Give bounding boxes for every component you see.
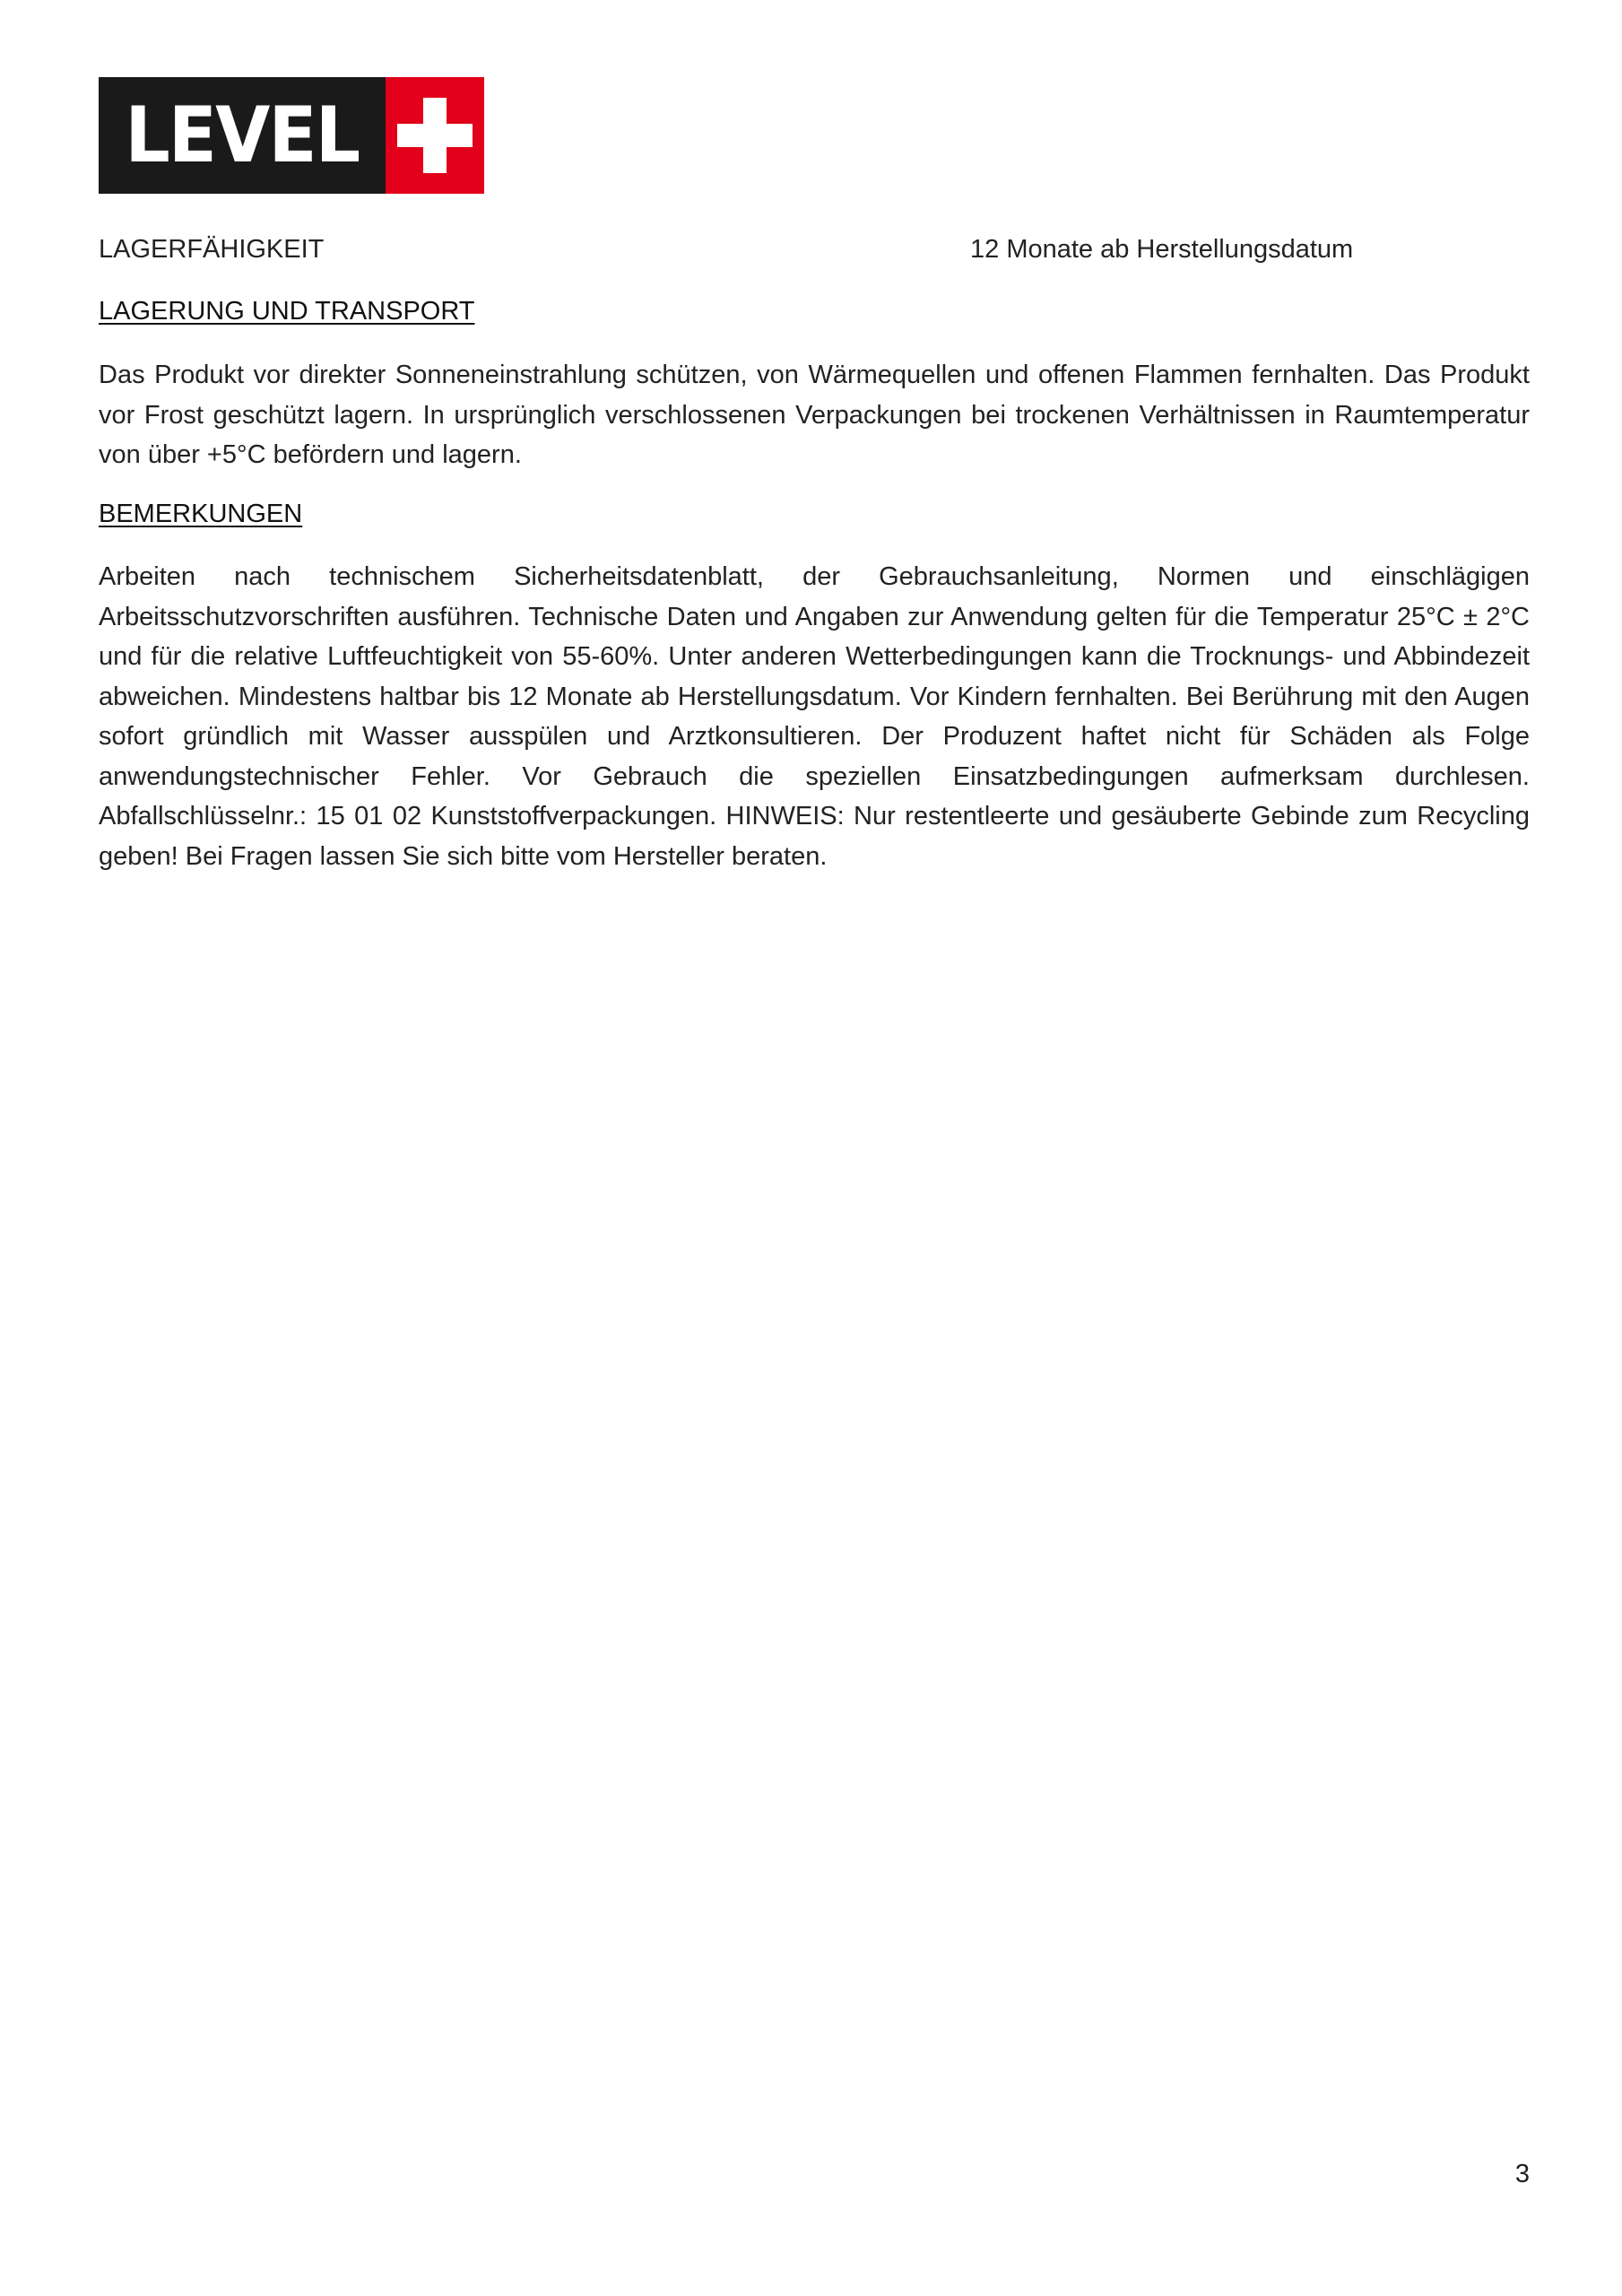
storage-life-value: 12 Monate ab Herstellungsdatum [970, 235, 1354, 264]
section-text-remarks: Arbeiten nach technischem Sicherheitsdatenblatt, der Gebrauchsanleitung, Normen und einschlägigen Arbeitsschutzvorschriften ausführen. Technische Daten und Angaben zur Anwendung gelten für die Temperatur 25°C ± 2°C und für die relative Luftfeuchtigkeit von 55-60%. Unter anderen Wetterbedingungen kann die Trocknungs- und Abbindezeit abweichen. Mindestens haltbar bis 12 Monate ab Herstellungsdatum. Vor Kindern fernhalten. Bei Berührung mit den Augen sofort gründlich mit Wasser ausspülen und Arztkonsultieren. Der Produzent haftet nicht für Schäden als Folge anwendungstechnischer Fehler. Vor Gebrauch die speziellen Einsatzbedingungen aufmerksam durchlesen. Abfallschlüsselnr.: 15 01 02 Kunststoffverpackungen. HINWEIS: Nur restentleerte und gesäuberte Gebinde zum Recycling geben! Bei Fragen lassen Sie sich bitte vom Hersteller beraten. [99, 562, 1530, 871]
logo-wordmark: LEVEL [125, 91, 360, 180]
page-number: 3 [1514, 2160, 1530, 2188]
plus-icon-vertical-bar [423, 98, 447, 173]
section-heading-remarks: BEMERKUNGEN [99, 500, 303, 528]
plus-icon [386, 77, 484, 194]
section-text-storage-transport: Das Produkt vor direkter Sonneneinstrahlung schützen, von Wärmequellen und offenen Flammen fernhalten. Das Produkt vor Frost geschützt lagern. In ursprünglich verschlossenen Verpackungen bei trockenen Verhältnissen in Raumtemperatur von über +5°C befördern und lagern. [99, 361, 1530, 469]
storage-life-label: LAGERFÄHIGKEIT [99, 235, 325, 264]
logo-wordmark-block [99, 77, 386, 194]
brand-logo [99, 77, 484, 194]
section-heading-storage-transport: LAGERUNG UND TRANSPORT [99, 297, 475, 326]
